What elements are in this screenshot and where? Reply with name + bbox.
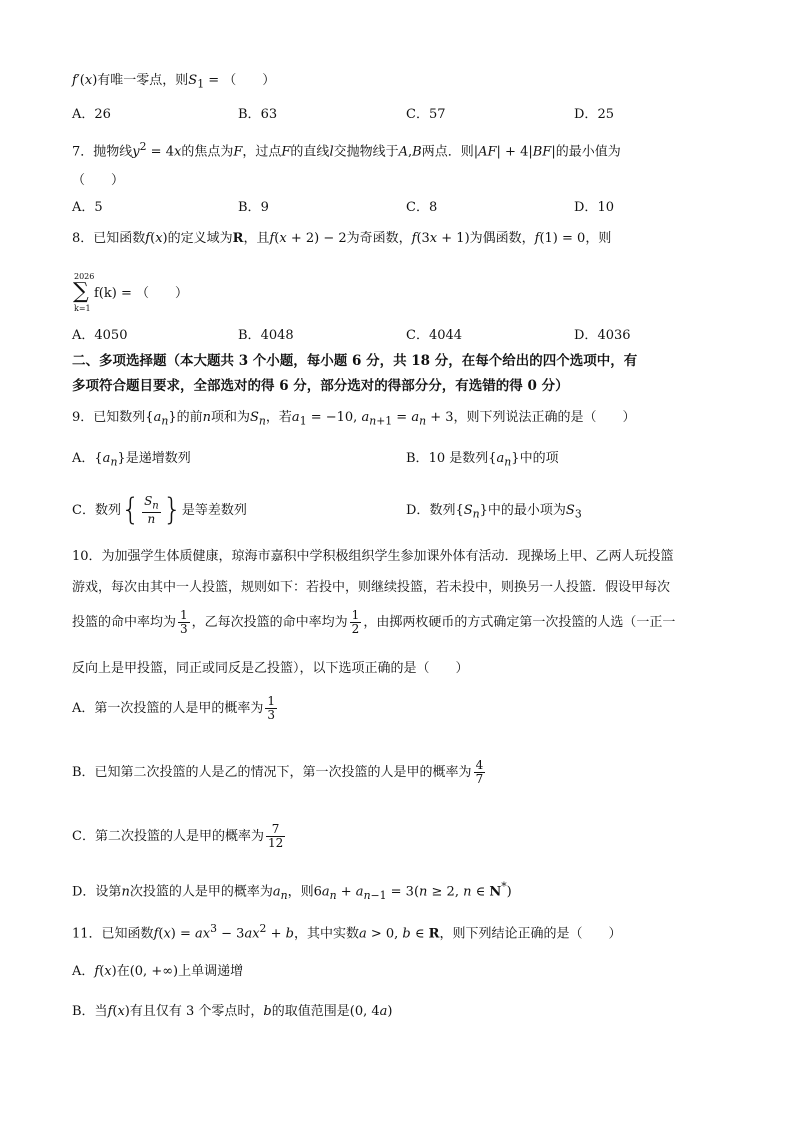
q10-line1: 10．为加强学生体质健康，琼海市嘉积中学积极组织学生参加课外体有活动．现操场上甲、乙两人玩投篮 — [72, 549, 674, 564]
q11-stem: 11．已知函数$f(x) = ax^3 - 3ax^2 + b$，其中实数a > 0, b ∈ R，则下列结论正确的是（ ） — [72, 922, 622, 942]
q6-option-d: D．25 — [574, 107, 614, 122]
q8-stem: 8．已知函数f(x)的定义域为R，且f(x + 2) − 2为奇函数，f(3x + 1)为偶函数，f(1) = 0，则 — [72, 231, 612, 246]
q10-option-d: D．设第n次投篮的人是甲的概率为$a_n$，则$6a_n + a_{n-1} = 3(n \ge 2$, n ∈ N*) — [72, 880, 512, 902]
q7-option-b: B．9 — [238, 200, 269, 215]
q9-option-b: B．10 是数列$\{a_n\}$中的项 — [406, 451, 559, 469]
q10-option-a: A．第一次投篮的人是甲的概率为 $\frac{1}{3}$ — [72, 694, 276, 722]
q11-option-b: B．当f(x)有且仅有 3 个零点时，b的取值范围是(0, 4a) — [72, 1004, 393, 1019]
q10-line3: 投篮的命中率均为 $\frac{1}{3}$ ，乙每次投篮的命中率均为 $\frac{1}{2}$ ，由掷两枚硬币的方式确定第一次投篮的人选（一正一 — [72, 608, 676, 636]
q7-option-d: D．10 — [574, 200, 614, 215]
sum-lower-limit: k=1 — [74, 304, 91, 313]
q7-stem: 7．抛物线$y^2 = 4x$的焦点为F，过点F的直线l交抛物线于A,B两点．则|AF| + 4|BF|的最小值为 — [72, 140, 621, 160]
q6-option-b: B．63 — [238, 107, 278, 122]
sigma-symbol: ∑ — [73, 279, 89, 304]
q7-option-c: C．8 — [406, 200, 438, 215]
q9-option-a: A．$\{a_n\}$是递增数列 — [72, 451, 191, 469]
q8-option-b: B．4048 — [238, 328, 294, 343]
q10-option-b: B．已知第二次投篮的人是乙的情况下，第一次投篮的人是甲的概率为 $\frac{4}{7}$ — [72, 758, 484, 786]
q8-summation — [72, 272, 188, 316]
sum-expression: f(k) = （ ） — [94, 286, 188, 301]
q9-stem: 9．已知数列$\{a_n\}$的前n项和为$S_n$，若$a_1 = -10$, $a_{n+1} = a_n + 3$，则下列说法正确的是（ ） — [72, 410, 636, 428]
q10-line2: 游戏，每次由其中一人投篮，规则如下：若投中，则继续投篮，若未投中，则换另一人投篮．假设甲每次 — [72, 580, 671, 595]
q6-tail-line: f′(x)有唯一零点，则$S_1$ = （ ） — [72, 73, 276, 91]
q8-option-d: D．4036 — [574, 328, 631, 343]
sum-upper-limit: 2026 — [74, 272, 95, 281]
q8-option-a: A．4050 — [72, 328, 128, 343]
section2-heading-line2: 多项符合题目要求，全部选对的得 6 分，部分选对的得部分分，有选错的得 0 分） — [72, 378, 569, 394]
q7-option-a: A．5 — [72, 200, 103, 215]
q11-option-a: A．f(x)在(0, +∞)上单调递增 — [72, 964, 244, 979]
q7-blank: （ ） — [72, 173, 125, 188]
q6-option-a: A．26 — [72, 107, 111, 122]
q8-option-c: C．4044 — [406, 328, 463, 343]
q9-option-c: C．数列{ $\frac{S_n}{n}$ }是等差数列 — [72, 492, 247, 528]
q9-option-d: D．数列$\{S_n\}$中的最小项为$S_3$ — [406, 503, 582, 521]
q6-s-label: S — [188, 73, 198, 88]
q10-line4: 反向上是甲投篮，同正或同反是乙投篮），以下选项正确的是（ ） — [72, 661, 469, 676]
q6-cond: 有唯一零点，则 — [97, 73, 189, 88]
q6-s-sub: 1 — [197, 77, 205, 91]
q6-option-c: C．57 — [406, 107, 446, 122]
section2-heading-line1: 二、多项选择题（本大题共 3 个小题，每小题 6 分，共 18 分，在每个给出的四个选项中，有 — [72, 353, 638, 369]
q6-blank: = （ ） — [204, 73, 276, 88]
q10-option-c: C．第二次投篮的人是甲的概率为 $\frac{7}{12}$ — [72, 822, 284, 850]
